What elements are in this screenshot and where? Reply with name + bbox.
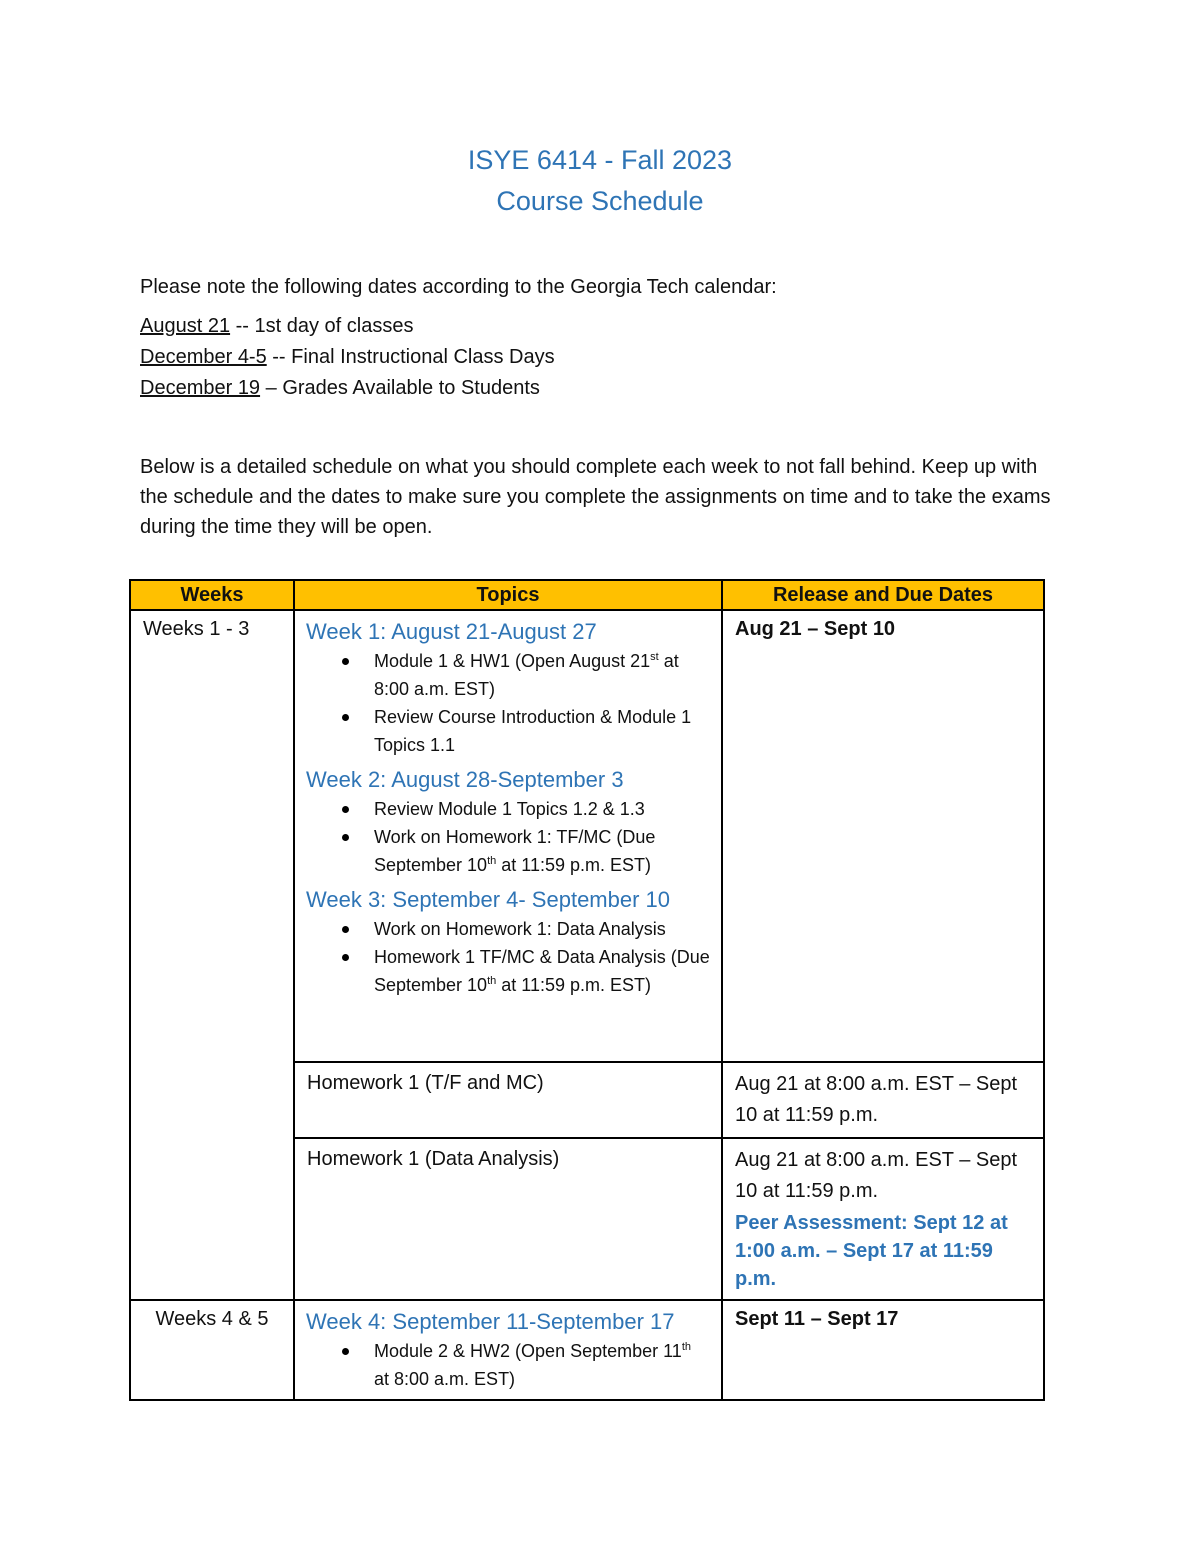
key-date: December 4-5 bbox=[140, 346, 267, 368]
list-item bbox=[374, 943, 711, 999]
item-text: Homework 1 TF/MC & Data Analysis (Due September 10 bbox=[374, 947, 710, 995]
item-text: at 11:59 p.m. EST) bbox=[496, 855, 651, 875]
ordinal-suffix: st bbox=[650, 651, 659, 663]
schedule-note: Below is a detailed schedule on what you should complete each week to not fall behind. Keep up with the schedule and the dates to make sure you complete the assignments on time and to take the exams during the time they will be open. bbox=[140, 456, 1051, 538]
header-weeks: Weeks bbox=[130, 580, 294, 610]
table-header-row bbox=[130, 580, 1044, 610]
topics-cell bbox=[294, 610, 722, 1062]
key-date-separator: – bbox=[260, 377, 283, 399]
assignment-cell: Homework 1 (Data Analysis) bbox=[294, 1138, 722, 1300]
weeks-cell: Weeks 4 & 5 bbox=[130, 1300, 294, 1400]
ordinal-suffix: th bbox=[681, 1341, 692, 1353]
release-due-dates: Aug 21 at 8:00 a.m. EST – Sept 10 at 11:59 p.m. bbox=[735, 1149, 1018, 1202]
item-text: Work on Homework 1: TF/MC (Due September 10 bbox=[374, 827, 656, 875]
key-date-row bbox=[140, 373, 1060, 404]
week-heading: Week 4: September 11-September 17 bbox=[306, 1309, 675, 1334]
key-dates-list bbox=[140, 311, 1060, 404]
list-item bbox=[374, 647, 711, 703]
list-item: Review Module 1 Topics 1.2 & 1.3 bbox=[374, 795, 711, 823]
key-date-separator: -- bbox=[266, 346, 292, 368]
topics-cell bbox=[294, 1300, 722, 1400]
header-topics: Topics bbox=[294, 580, 722, 610]
document-title bbox=[0, 140, 1200, 222]
list-item bbox=[374, 823, 711, 879]
table-row bbox=[130, 610, 1044, 1062]
dates-cell: Aug 21 – Sept 10 bbox=[722, 610, 1044, 1062]
list-item: Review Course Introduction & Module 1 Topics 1.1 bbox=[374, 703, 711, 759]
table-row bbox=[130, 1300, 1044, 1400]
item-text: at 11:59 p.m. EST) bbox=[496, 975, 651, 995]
week-heading: Week 3: September 4- September 10 bbox=[306, 887, 671, 912]
ordinal-suffix: th bbox=[487, 855, 497, 867]
item-text: Module 1 & HW1 (Open August 21 bbox=[374, 651, 651, 671]
key-date: December 19 bbox=[140, 377, 261, 399]
header-dates: Release and Due Dates bbox=[722, 580, 1044, 610]
topic-list bbox=[306, 1337, 711, 1393]
item-text: at 8:00 a.m. EST) bbox=[374, 651, 679, 699]
topic-list bbox=[306, 915, 711, 999]
key-date-text: Grades Available to Students bbox=[282, 377, 540, 399]
key-date: August 21 bbox=[140, 315, 231, 337]
key-date-text: Final Instructional Class Days bbox=[291, 346, 555, 368]
schedule-title: Course Schedule bbox=[496, 186, 704, 216]
week-heading: Week 2: August 28-September 3 bbox=[306, 767, 624, 792]
item-text: at 8:00 a.m. EST) bbox=[374, 1369, 516, 1389]
topic-list bbox=[306, 795, 711, 879]
calendar-note: Please note the following dates according to the Georgia Tech calendar: bbox=[140, 276, 777, 298]
course-title: ISYE 6414 - Fall 2023 bbox=[467, 145, 733, 175]
topic-list bbox=[306, 647, 711, 759]
ordinal-suffix: th bbox=[487, 975, 497, 987]
week-heading: Week 1: August 21-August 27 bbox=[306, 619, 597, 644]
list-item bbox=[374, 1337, 711, 1393]
dates-cell: Aug 21 at 8:00 a.m. EST – Sept 10 at 11:59 p.m. bbox=[722, 1062, 1044, 1138]
weeks-cell: Weeks 1 - 3 bbox=[130, 610, 294, 1300]
peer-assessment-dates: Peer Assessment: Sept 12 at 1:00 a.m. – Sept 17 at 11:59 p.m. bbox=[735, 1212, 1008, 1290]
schedule-table bbox=[129, 579, 1045, 1401]
key-date-text: 1st day of classes bbox=[254, 315, 414, 337]
key-date-row bbox=[140, 311, 1060, 342]
dates-cell: Sept 11 – Sept 17 bbox=[722, 1300, 1044, 1400]
key-date-separator: -- bbox=[230, 315, 255, 337]
item-text: Module 2 & HW2 (Open September 11 bbox=[374, 1341, 682, 1361]
assignment-cell: Homework 1 (T/F and MC) bbox=[294, 1062, 722, 1138]
key-date-row bbox=[140, 342, 1060, 373]
dates-cell bbox=[722, 1138, 1044, 1300]
list-item: Work on Homework 1: Data Analysis bbox=[374, 915, 711, 943]
